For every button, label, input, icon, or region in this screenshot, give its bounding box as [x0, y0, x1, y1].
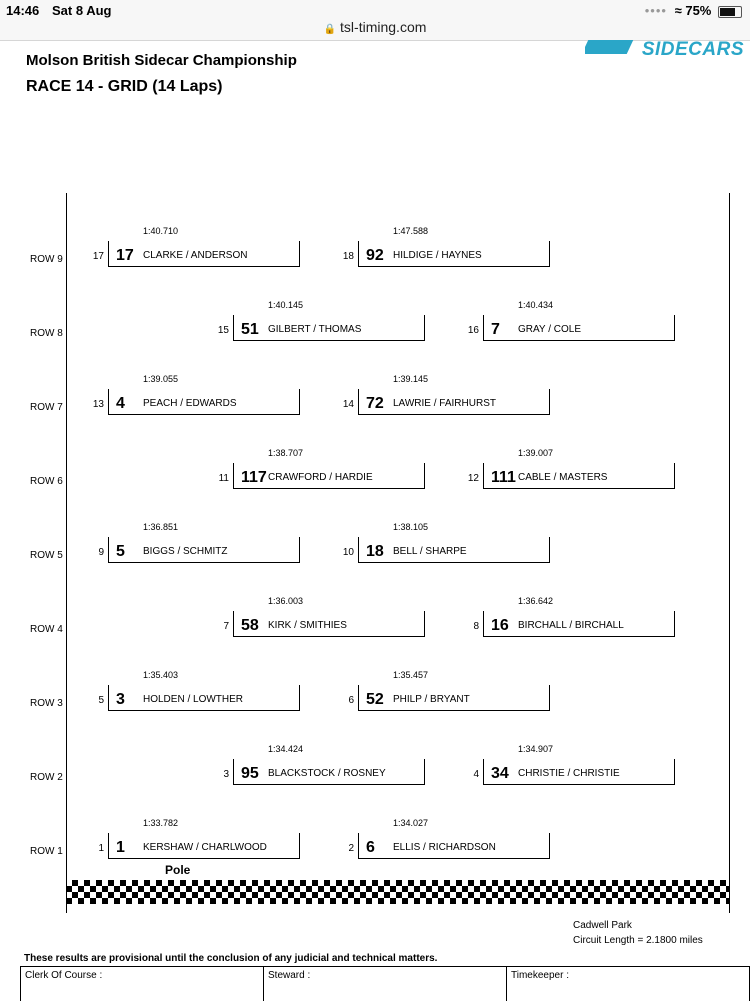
grid-slot: [342, 522, 548, 564]
rider-names: PEACH / EDWARDS: [143, 398, 237, 409]
grid-position: 17: [92, 251, 104, 262]
timekeeper-cell: Timekeeper :: [507, 967, 750, 1001]
rider-names: BIRCHALL / BIRCHALL: [518, 620, 624, 631]
logo-mark-icon: [585, 40, 633, 54]
wifi-icon: ≈: [674, 3, 682, 18]
car-number: 5: [116, 543, 125, 560]
signal-dots-icon: ••••: [644, 3, 667, 18]
rider-names: CHRISTIE / CHRISTIE: [518, 768, 620, 779]
clerk-cell: Clerk Of Course :: [21, 967, 264, 1001]
car-number: 72: [366, 395, 384, 412]
status-time: 14:46: [6, 3, 40, 18]
qualifying-time: 1:40.145: [268, 300, 304, 310]
grid-position: 12: [467, 473, 479, 484]
rider-names: KIRK / SMITHIES: [268, 620, 347, 631]
grid-position: 10: [342, 547, 354, 558]
grid-position: 15: [217, 325, 229, 336]
grid-left-line: [66, 193, 67, 913]
qualifying-time: 1:36.003: [268, 596, 304, 606]
grid-position: 13: [92, 399, 104, 410]
qualifying-time: 1:34.907: [518, 744, 554, 754]
grid-slot: [342, 374, 548, 416]
car-number: 6: [366, 839, 375, 856]
qualifying-time: 1:39.145: [393, 374, 429, 384]
circuit-length: Circuit Length = 2.1800 miles: [573, 935, 703, 946]
checkered-flag-line: [66, 880, 729, 904]
qualifying-time: 1:38.707: [268, 448, 304, 458]
rider-names: CLARKE / ANDERSON: [143, 250, 248, 261]
grid-position: 6: [348, 695, 354, 706]
car-number: 111: [491, 469, 516, 486]
car-number: 18: [366, 543, 384, 560]
qualifying-time: 1:47.588: [393, 226, 429, 236]
rider-names: BELL / SHARPE: [393, 546, 467, 557]
race-title: RACE 14 - GRID (14 Laps): [26, 78, 223, 95]
car-number: 7: [491, 321, 500, 338]
grid-slot: [217, 300, 423, 342]
car-number: 117: [241, 469, 267, 486]
grid-slot: [98, 670, 298, 712]
row-label: ROW 2: [30, 772, 63, 783]
row-label: ROW 1: [30, 846, 63, 857]
qualifying-time: 1:39.055: [143, 374, 179, 384]
car-number: 58: [241, 617, 259, 634]
row-label: ROW 4: [30, 624, 63, 635]
grid-position: 18: [342, 251, 354, 262]
grid-position: 1: [98, 843, 104, 854]
qualifying-time: 1:36.642: [518, 596, 554, 606]
status-date: Sat 8 Aug: [52, 3, 112, 18]
lock-icon: 🔒: [323, 24, 337, 35]
grid-slot: [223, 596, 423, 638]
rider-names: GILBERT / THOMAS: [268, 324, 362, 335]
logo-text: SIDECARS: [641, 40, 744, 58]
car-number: 52: [366, 691, 384, 708]
grid-position: 4: [473, 769, 479, 780]
browser-status-bar: [0, 0, 750, 41]
grid-slot: [98, 818, 298, 860]
car-number: 95: [241, 765, 259, 782]
battery-icon: [718, 6, 742, 18]
car-number: 1: [116, 839, 125, 856]
grid-slot: [223, 744, 423, 786]
qualifying-time: 1:36.851: [143, 522, 179, 532]
row-label: ROW 6: [30, 476, 63, 487]
car-number: 4: [116, 395, 125, 412]
grid-slot: [473, 596, 673, 638]
rider-names: KERSHAW / CHARLWOOD: [143, 842, 267, 853]
grid-position: 2: [348, 843, 354, 854]
rider-names: BIGGS / SCHMITZ: [143, 546, 228, 557]
car-number: 17: [116, 247, 134, 264]
signature-table: [20, 966, 750, 1001]
grid-position: 3: [223, 769, 229, 780]
row-label: ROW 8: [30, 328, 63, 339]
address-bar[interactable]: [0, 19, 750, 35]
row-label: ROW 5: [30, 550, 63, 561]
sidecars-logo: [585, 40, 750, 58]
qualifying-time: 1:35.457: [393, 670, 429, 680]
grid-slot: [348, 818, 548, 860]
car-number: 34: [491, 765, 509, 782]
grid-slot: [473, 744, 673, 786]
grid-position: 16: [467, 325, 479, 336]
grid-slot: [467, 300, 673, 342]
qualifying-time: 1:40.434: [518, 300, 554, 310]
pole-label: Pole: [165, 863, 191, 877]
grid-right-line: [729, 193, 730, 913]
rider-names: CRAWFORD / HARDIE: [268, 472, 373, 483]
grid-slot: [218, 448, 423, 490]
grid-slot: [92, 374, 298, 416]
grid-position: 9: [98, 547, 104, 558]
rider-names: HOLDEN / LOWTHER: [143, 694, 244, 705]
qualifying-time: 1:40.710: [143, 226, 179, 236]
grid-slot: [98, 522, 298, 564]
car-number: 92: [366, 247, 384, 264]
grid-slot: [342, 226, 548, 268]
grid-slot: [467, 448, 673, 490]
battery-percent: 75%: [685, 3, 712, 18]
rider-names: PHILP / BRYANT: [393, 694, 470, 705]
rider-names: CABLE / MASTERS: [518, 472, 608, 483]
row-label: ROW 3: [30, 698, 63, 709]
url-text: tsl-timing.com: [340, 19, 427, 35]
steward-cell: Steward :: [264, 967, 507, 1001]
grid-slot: [348, 670, 548, 712]
rider-names: GRAY / COLE: [518, 324, 581, 335]
car-number: 51: [241, 321, 259, 338]
disclaimer: These results are provisional until the conclusion of any judicial and technical matters.: [24, 953, 438, 964]
grid-position: 11: [218, 473, 229, 484]
qualifying-time: 1:33.782: [143, 818, 179, 828]
circuit-name: Cadwell Park: [573, 920, 632, 931]
qualifying-time: 1:38.105: [393, 522, 429, 532]
row-label: ROW 9: [30, 254, 63, 265]
car-number: 3: [116, 691, 125, 708]
status-right: [645, 3, 742, 18]
qualifying-time: 1:35.403: [143, 670, 179, 680]
rider-names: BLACKSTOCK / ROSNEY: [268, 768, 386, 779]
rider-names: ELLIS / RICHARDSON: [393, 842, 496, 853]
rider-names: LAWRIE / FAIRHURST: [393, 398, 496, 409]
grid-position: 8: [473, 621, 479, 632]
grid-position: 14: [342, 399, 354, 410]
qualifying-time: 1:39.007: [518, 448, 554, 458]
car-number: 16: [491, 617, 509, 634]
battery-level: [720, 8, 735, 16]
rider-names: HILDIGE / HAYNES: [393, 250, 482, 261]
championship-title: Molson British Sidecar Championship: [26, 52, 297, 69]
qualifying-time: 1:34.424: [268, 744, 304, 754]
qualifying-time: 1:34.027: [393, 818, 429, 828]
grid-position: 5: [98, 695, 104, 706]
grid-position: 7: [223, 621, 229, 632]
grid-slot: [92, 226, 298, 268]
row-label: ROW 7: [30, 402, 63, 413]
